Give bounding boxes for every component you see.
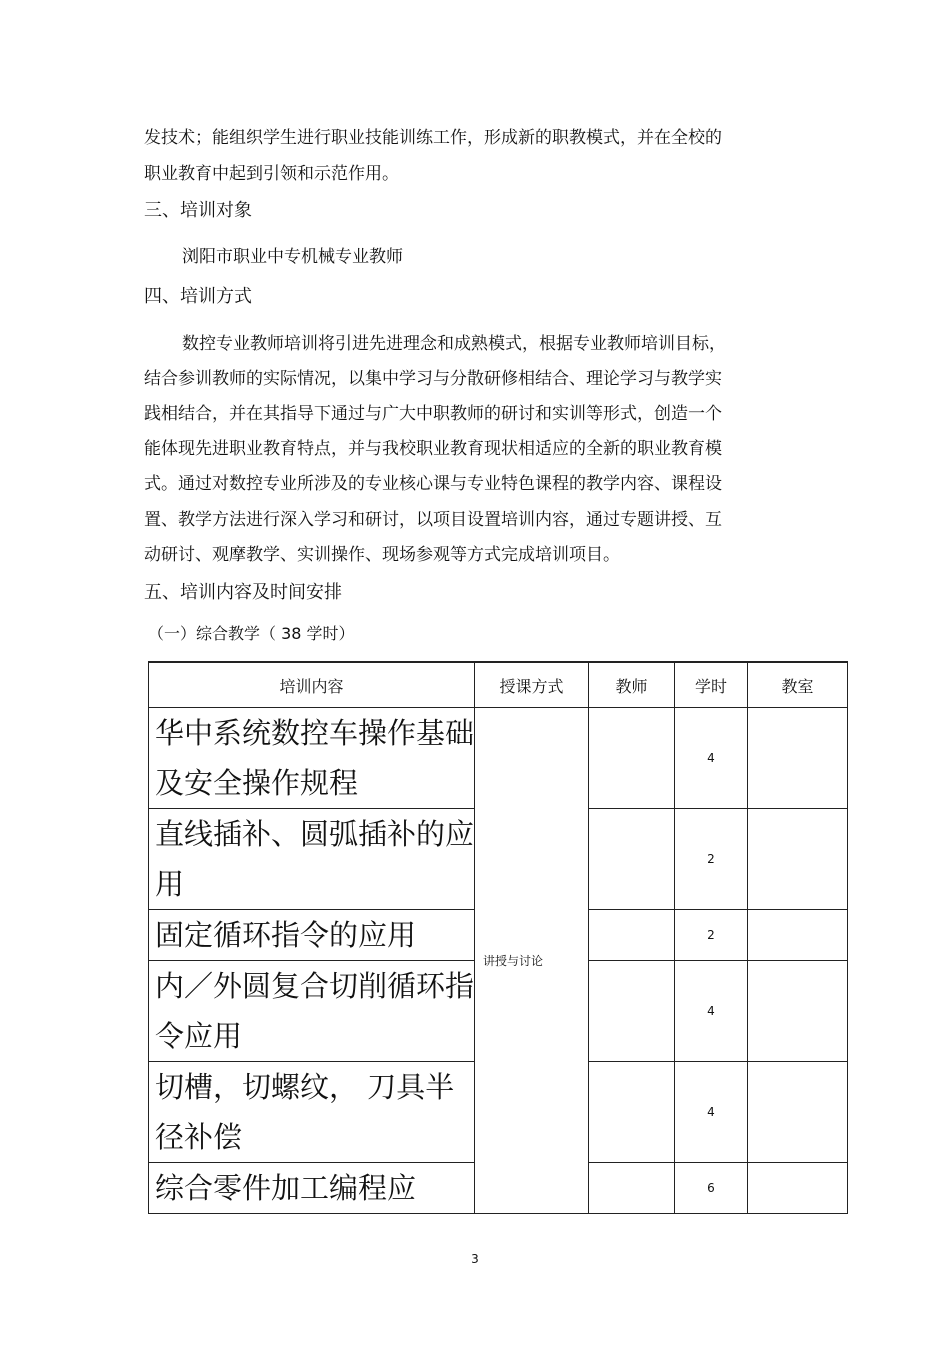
table-row [149,708,848,809]
hours-cell: 2 [675,910,748,961]
method-line: 能体现先进职业教育特点，并与我校职业教育现状相适应的全新的职业教育模 [144,439,722,459]
method-cell: 讲授与讨论 [475,708,589,1214]
teacher-cell [589,1062,675,1163]
hours-cell: 4 [675,1062,748,1163]
header-teacher: 教师 [589,662,675,708]
room-cell [748,910,848,961]
teacher-cell [589,961,675,1062]
room-cell [748,809,848,910]
table-header-row [149,662,848,708]
method-line: 式。通过对数控专业所涉及的专业核心课与专业特色课程的教学内容、课程设 [144,474,722,494]
section-heading-content-schedule: 五、培训内容及时间安排 [144,582,342,603]
header-room: 教室 [748,662,848,708]
content-cell [149,1163,475,1214]
content-text: 华中系统数控车操作基础及安全操作规程 [155,716,475,800]
header-method: 授课方式 [475,662,589,708]
teacher-cell [589,708,675,809]
method-line: 践相结合，并在其指导下通过与广大中职教师的研讨和实训等形式，创造一个 [144,404,722,424]
content-text: 切槽，切螺纹， 刀具半径补偿 [155,1070,455,1154]
method-line: 动研讨、观摩教学、实训操作、现场参观等方式完成培训项目。 [144,545,620,565]
training-schedule-table [148,661,848,1214]
room-cell [748,708,848,809]
room-cell [748,1062,848,1163]
method-line: 置、教学方法进行深入学习和研讨，以项目设置培训内容，通过专题讲授、互 [144,510,722,530]
hours-cell: 4 [675,961,748,1062]
content-text: 直线插补、圆弧插补的应用 [155,817,475,901]
sub-heading-comprehensive-teaching: （一）综合教学（ 38 学时） [148,624,355,643]
content-text: 内／外圆复合切削循环指令应用 [155,969,475,1053]
section-heading-trainees: 三、培训对象 [144,200,252,221]
teacher-cell [589,1163,675,1214]
content-text: 固定循环指令的应用 [155,918,417,952]
method-line: 结合参训教师的实际情况，以集中学习与分散研修相结合、理论学习与教学实 [144,369,722,389]
header-hours: 学时 [675,662,748,708]
trainees-text: 浏阳市职业中专机械专业教师 [182,247,403,267]
content-text: 综合零件加工编程应 [155,1171,417,1205]
section-heading-method: 四、培训方式 [144,286,252,307]
teacher-cell [589,809,675,910]
content-cell [149,708,475,809]
content-cell [149,910,475,961]
intro-line: 发技术；能组织学生进行职业技能训练工作，形成新的职教模式，并在全校的 [144,128,722,148]
page-number: 3 [471,1252,479,1266]
room-cell [748,961,848,1062]
hours-cell: 4 [675,708,748,809]
room-cell [748,1163,848,1214]
content-cell [149,809,475,910]
teacher-cell [589,910,675,961]
intro-line: 职业教育中起到引领和示范作用。 [144,164,399,184]
header-content: 培训内容 [149,662,475,708]
content-cell [149,1062,475,1163]
hours-cell: 2 [675,809,748,910]
content-cell [149,961,475,1062]
hours-cell: 6 [675,1163,748,1214]
method-line: 数控专业教师培训将引进先进理念和成熟模式，根据专业教师培训目标， [182,334,726,354]
